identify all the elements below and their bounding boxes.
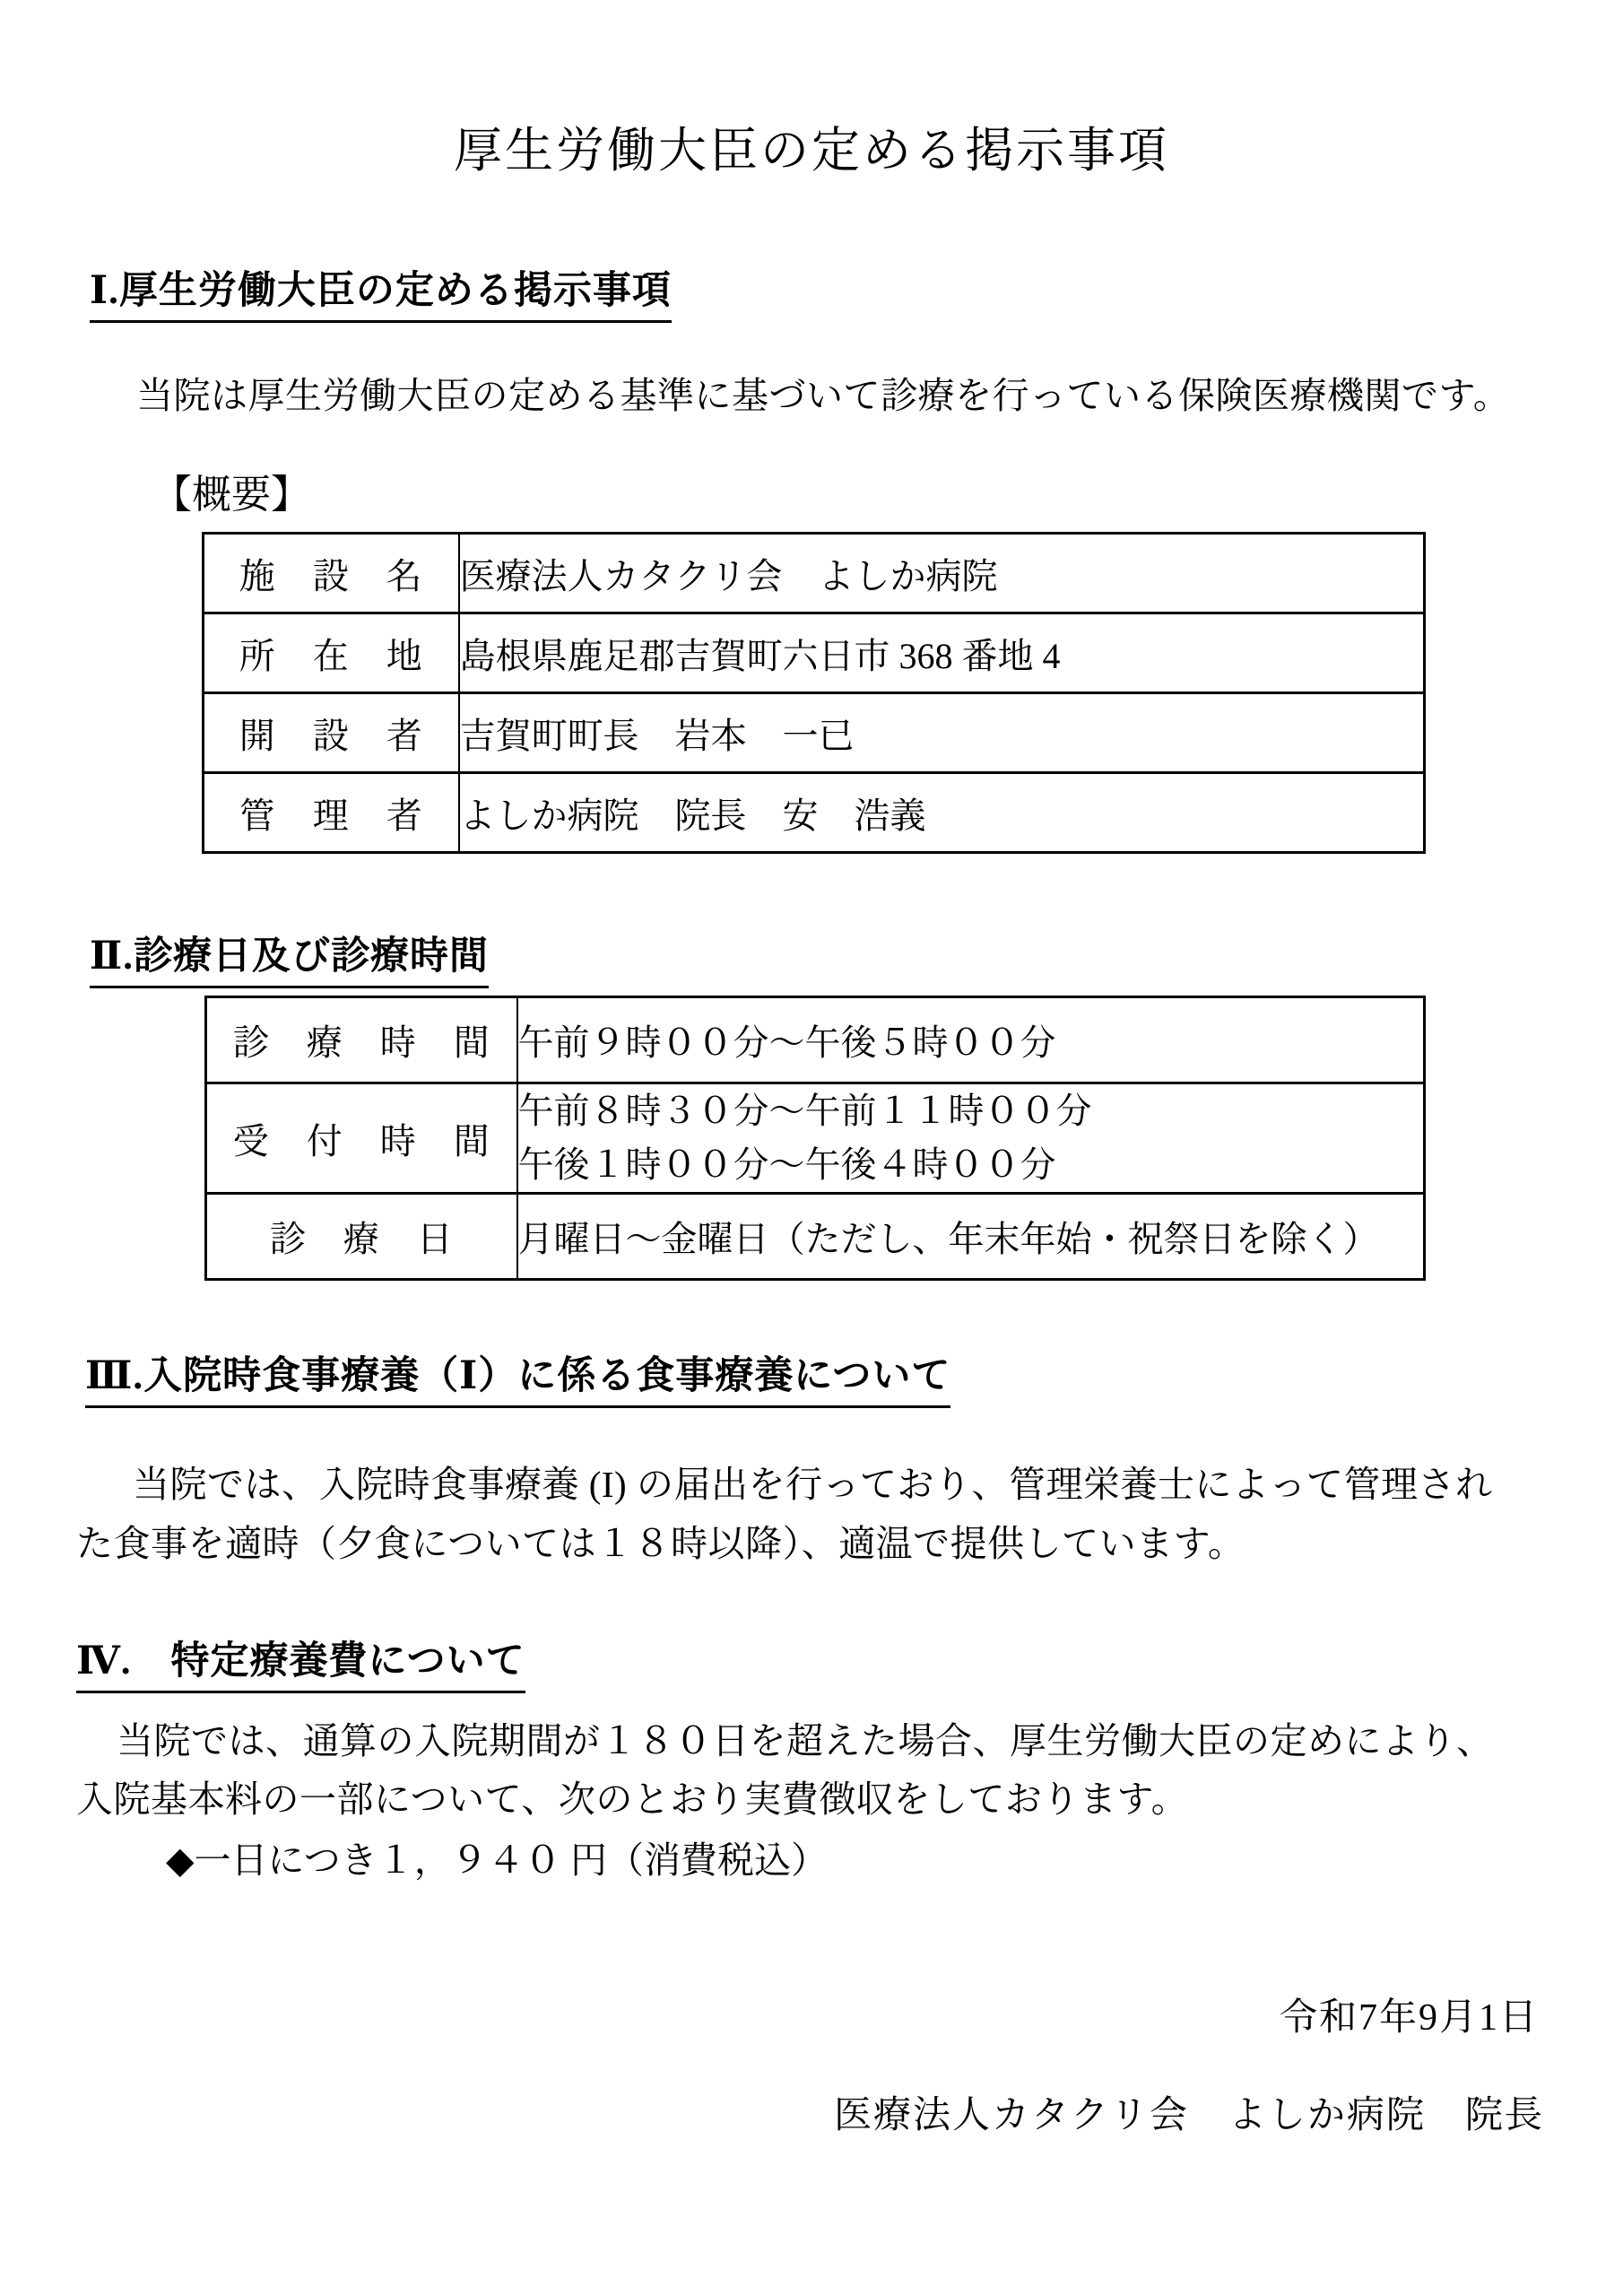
overview-label: 【概要】 xyxy=(152,473,310,517)
row-label: 管 理 者 xyxy=(204,773,459,853)
section-4-paragraph-line: 入院基本料の一部について、次のとおり実費徴収をしております。 xyxy=(76,1779,1189,1820)
row-value: 島根県鹿足郡吉賀町六日市 368 番地 4 xyxy=(459,613,1425,693)
table-row xyxy=(204,534,1425,613)
section-3-paragraph-line: た食事を適時（夕食については１８時以降）、適温で提供しています。 xyxy=(76,1523,1245,1564)
section-3-paragraph-line: 当院では、入院時食事療養 (I) の届出を行っており、管理栄養士によって管理され xyxy=(133,1464,1493,1505)
reception-hours-afternoon: 午後１時００分～午後４時００分 xyxy=(517,1144,1056,1185)
table-row xyxy=(206,997,1425,1083)
facility-table xyxy=(202,532,1426,854)
row-label: 診 療 時 間 xyxy=(206,997,517,1083)
schedule-table xyxy=(204,996,1426,1281)
row-value: 月曜日～金曜日（ただし、年末年始・祝祭日を除く） xyxy=(517,1194,1425,1280)
table-row xyxy=(206,1083,1425,1194)
table-row xyxy=(204,773,1425,853)
row-value: 午前９時００分～午後５時００分 xyxy=(517,997,1425,1083)
reception-hours-morning: 午前８時３０分～午前１１時００分 xyxy=(517,1091,1092,1131)
section-4-paragraph-line: 当院では、通算の入院期間が１８０日を超えた場合、厚生労働大臣の定めにより、 xyxy=(117,1720,1494,1761)
section-1-intro: 当院は厚生労働大臣の定める基準に基づいて診療を行っている保険医療機関です。 xyxy=(136,375,1511,416)
row-value xyxy=(517,1083,1425,1194)
footer-date: 令和7年9月1日 xyxy=(1279,1997,1539,2039)
section-3-heading: Ⅲ.入院時食事療養（Ⅰ）に係る食事療養について xyxy=(85,1345,950,1408)
table-row xyxy=(206,1194,1425,1280)
row-label: 診 療 日 xyxy=(206,1194,517,1280)
row-label: 開 設 者 xyxy=(204,693,459,773)
page-title: 厚生労働大臣の定める掲示事項 xyxy=(454,124,1169,178)
footer-signature: 医療法人カタクリ会 よしか病院 院長 xyxy=(833,2095,1544,2136)
row-label: 所 在 地 xyxy=(204,613,459,693)
row-value: 医療法人カタクリ会 よしか病院 xyxy=(459,534,1425,613)
table-row xyxy=(204,693,1425,773)
fee-bullet: ◆一日につき１，９４０ 円（消費税込） xyxy=(166,1839,828,1881)
section-1-heading: Ⅰ.厚生労働大臣の定める掲示事項 xyxy=(90,260,672,323)
row-label: 受 付 時 間 xyxy=(206,1083,517,1194)
section-2-heading: Ⅱ.診療日及び診療時間 xyxy=(90,926,489,988)
row-label: 施 設 名 xyxy=(204,534,459,613)
table-row xyxy=(204,613,1425,693)
row-value: よしか病院 院長 安 浩義 xyxy=(459,773,1425,853)
row-value: 吉賀町町長 岩本 一已 xyxy=(459,693,1425,773)
section-4-heading: Ⅳ. 特定療養費について xyxy=(76,1631,525,1693)
